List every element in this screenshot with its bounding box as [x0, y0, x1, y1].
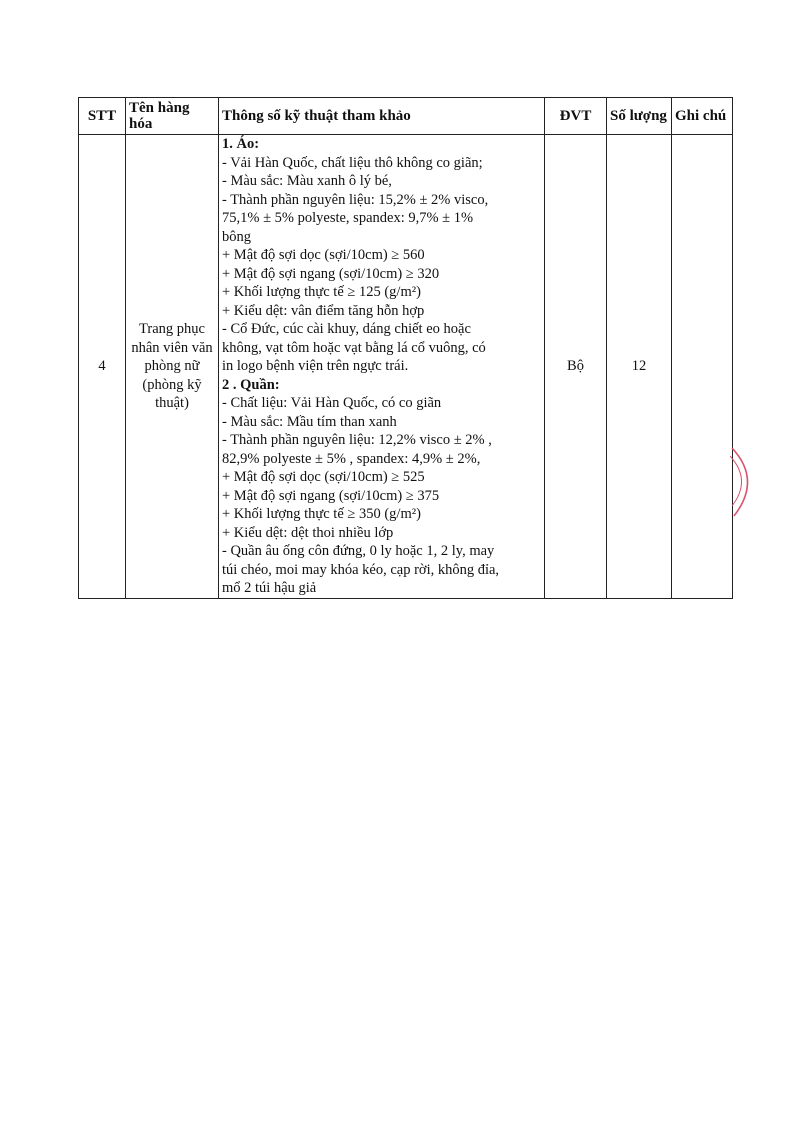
cell-spec [219, 135, 545, 599]
spec-line: 82,9% polyeste ± 5% , spandex: 4,9% ± 2%, [222, 450, 481, 467]
table-row [79, 135, 733, 599]
stamp-mark [730, 440, 770, 520]
stamp-arc-outer [732, 448, 748, 516]
spec-line: 75,1% ± 5% polyeste, spandex: 9,7% ± 1% [222, 210, 474, 226]
spec-line: + Mật độ sợi ngang (sợi/10cm) ≥ 375 [222, 487, 440, 504]
header-note: Ghi chú [672, 98, 733, 135]
spec-line: túi chéo, moi may khóa kéo, cạp rời, không đỉa, [222, 561, 500, 578]
spec-line: + Kiểu dệt: vân điểm tăng hỗn hợp [222, 302, 425, 319]
spec-line: 1. Áo: [222, 136, 260, 152]
spec-line: 2 . Quần: [222, 376, 280, 393]
spec-line: - Màu sắc: Mầu tím than xanh [222, 413, 397, 430]
spec-line: - Quần âu ống côn đứng, 0 ly hoặc 1, 2 ly, may [222, 543, 495, 559]
spec-line: + Khối lượng thực tế ≥ 350 (g/m²) [222, 506, 421, 522]
spec-line: mổ 2 túi hậu giả [222, 580, 317, 596]
header-unit: ĐVT [545, 98, 607, 135]
cell-unit: Bộ [545, 135, 607, 599]
spec-line: bông [222, 228, 251, 245]
spec-line: + Khối lượng thực tế ≥ 125 (g/m²) [222, 284, 421, 300]
cell-note [672, 135, 733, 599]
spec-line: - Thành phần nguyên liệu: 12,2% visco ± 2% , [222, 432, 492, 448]
spec-line: + Kiểu dệt: dệt thoi nhiều lớp [222, 524, 394, 541]
spec-line: - Chất liệu: Vải Hàn Quốc, có co giãn [222, 395, 442, 411]
spec-line: - Cổ Đức, cúc cài khuy, dáng chiết eo hoặc [222, 321, 471, 337]
spec-line: - Thành phần nguyên liệu: 15,2% ± 2% visco, [222, 191, 489, 208]
spec-line: in logo bệnh viện trên ngực trái. [222, 358, 409, 374]
header-row [79, 98, 733, 135]
header-name: Tên hàng hóa [126, 98, 219, 135]
spec-line: - Màu sắc: Màu xanh ô lý bé, [222, 173, 392, 189]
cell-name: Trang phục nhân viên văn phòng nữ (phòng kỹ thuật) [126, 135, 219, 599]
stamp-arc-inner [730, 456, 742, 506]
spec-line: - Vải Hàn Quốc, chất liệu thô không co giãn; [222, 154, 483, 171]
cell-qty: 12 [607, 135, 672, 599]
header-stt: STT [79, 98, 126, 135]
spec-line: + Mật độ sợi ngang (sợi/10cm) ≥ 320 [222, 265, 440, 282]
header-qty: Số lượng [607, 98, 672, 135]
spec-table [78, 97, 733, 599]
cell-stt: 4 [79, 135, 126, 599]
header-spec: Thông số kỹ thuật tham khảo [219, 98, 545, 135]
spec-line: không, vạt tôm hoặc vạt bằng lá cổ vuông, có [222, 339, 486, 356]
spec-line: + Mật độ sợi dọc (sợi/10cm) ≥ 560 [222, 247, 425, 263]
spec-line: + Mật độ sợi dọc (sợi/10cm) ≥ 525 [222, 469, 425, 485]
